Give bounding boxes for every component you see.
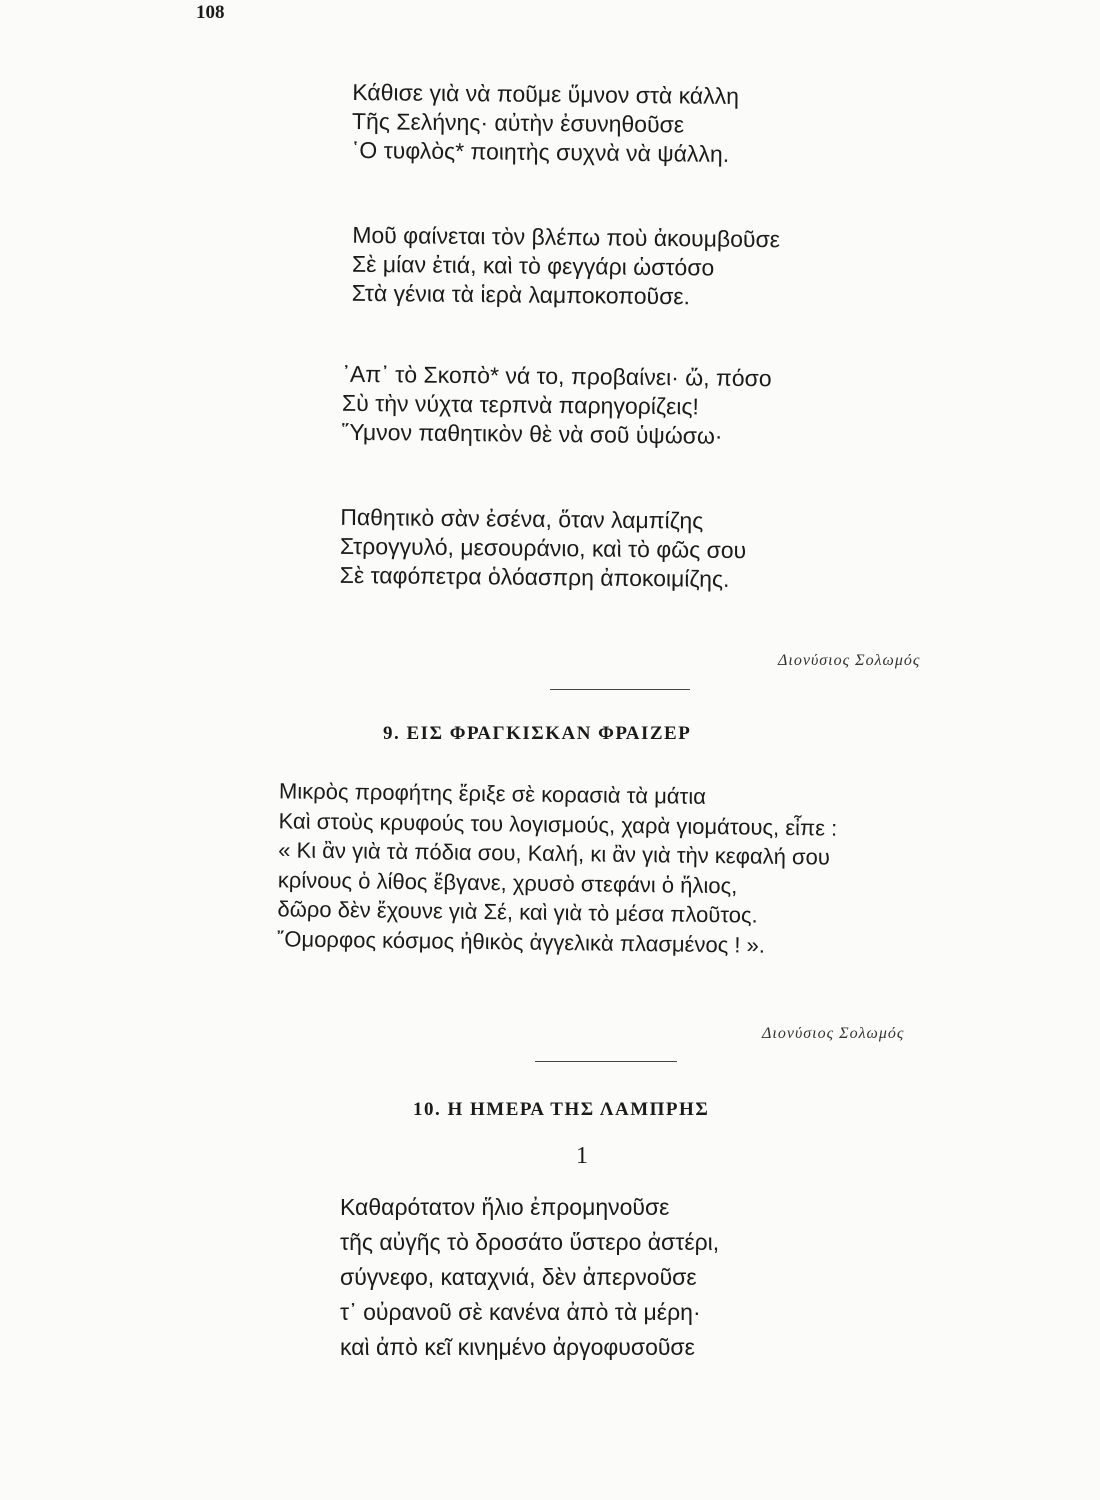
section-divider-1 xyxy=(550,689,690,690)
verse-line: τ᾿ οὐρανοῦ σὲ κανένα ἀπὸ τὰ μέρη· xyxy=(340,1299,701,1325)
stanza-4 xyxy=(340,503,747,594)
verse-line: Κάθισε γιὰ νὰ ποῦμε ὕμνον στὰ κάλλη xyxy=(352,78,740,110)
stanza-1 xyxy=(352,78,740,169)
verse-line: ῾Ο τυφλὸς* ποιητὴς συχνὰ νὰ ψάλλη. xyxy=(351,136,730,167)
verse-line: σύγνεφο, καταχνιά, δὲν ἀπερνοῦσε xyxy=(340,1264,697,1290)
verse-line: Μοῦ φαίνεται τὸν βλέπω ποὺ ἀκουμβοῦσε xyxy=(352,221,781,253)
section-number: 1 xyxy=(576,1143,588,1169)
verse-line: Στὰ γένια τὰ ἱερὰ λαμποκοποῦσε. xyxy=(351,279,691,310)
verse-line: τῆς αὐγῆς τὸ δροσάτο ὕστερο ἀστέρι, xyxy=(340,1229,720,1255)
page-number: 108 xyxy=(196,2,225,23)
verse-line: « Κι ἂν γιὰ τὰ πόδια σου, Καλή, κι ἂν γιὰ τὴν κεφαλή σου xyxy=(278,837,831,870)
verse-line: Σὲ ταφόπετρα ὁλόασπρη ἀποκοιμίζης. xyxy=(339,561,730,592)
verse-line: καὶ ἀπὸ κεῖ κινημένο ἀργοφυσοῦσε xyxy=(340,1334,695,1360)
poem-9-body xyxy=(277,776,838,960)
stanza-3 xyxy=(342,360,772,451)
verse-line: ῞Υμνον παθητικὸν θὲ νὰ σοῦ ὑψώσω· xyxy=(341,418,723,449)
verse-line: κρίνους ὁ λίθος ἔβγανε, χρυσὸ στεφάνι ὁ ἥλιος, xyxy=(277,866,738,898)
verse-line: δῶρο δὲν ἔχουνε γιὰ Σέ, καὶ γιὰ τὸ μέσα πλοῦτος. xyxy=(277,896,758,928)
stanza-2 xyxy=(352,221,781,312)
verse-line: Καθαρότατον ἥλιο ἐπρομηνοῦσε xyxy=(340,1194,670,1220)
signature-solomos-2: Διονύσιος Σολωμός xyxy=(762,1025,905,1042)
verse-line: Παθητικὸ σὰν ἐσένα, ὅταν λαμπίζης xyxy=(340,503,704,534)
poem-9-heading: 9. ΕΙΣ ΦΡΑΓΚΙΣΚΑΝ ΦΡΑΙΖΕΡ xyxy=(383,723,692,744)
verse-line: Μικρὸς προφήτης ἔριξε σὲ κορασιὰ τὰ μάτια xyxy=(278,778,707,809)
poem-10-body xyxy=(340,1190,719,1365)
section-divider-2 xyxy=(535,1061,677,1062)
verse-line: ᾿Απ᾿ τὸ Σκοπὸ* νά το, προβαίνει· ὤ, πόσο xyxy=(342,360,772,392)
verse-line: Τῆς Σελήνης· αὐτὴν ἐσυνηθοῦσε xyxy=(351,107,685,138)
verse-line: Καὶ στοὺς κρυφούς του λογισμούς, χαρὰ γιομάτους, εἶπε : xyxy=(278,807,838,841)
verse-line: Στρογγυλό, μεσουράνιο, καὶ τὸ φῶς σου xyxy=(339,532,747,564)
signature-solomos-1: Διονύσιος Σολωμός xyxy=(778,652,921,669)
verse-line: Σὲ μίαν ἐτιά, καὶ τὸ φεγγάρι ὡστόσο xyxy=(351,250,715,281)
poem-10-heading: 10. Η ΗΜΕΡΑ ΤΗΣ ΛΑΜΠΡΗΣ xyxy=(413,1099,710,1120)
verse-line: Σὺ τὴν νύχτα τερπνὰ παρηγορίζεις! xyxy=(341,389,700,420)
verse-line: ῎Ομορφος κόσμος ἠθικὸς ἀγγελικὰ πλασμένος ! ». xyxy=(276,925,766,958)
